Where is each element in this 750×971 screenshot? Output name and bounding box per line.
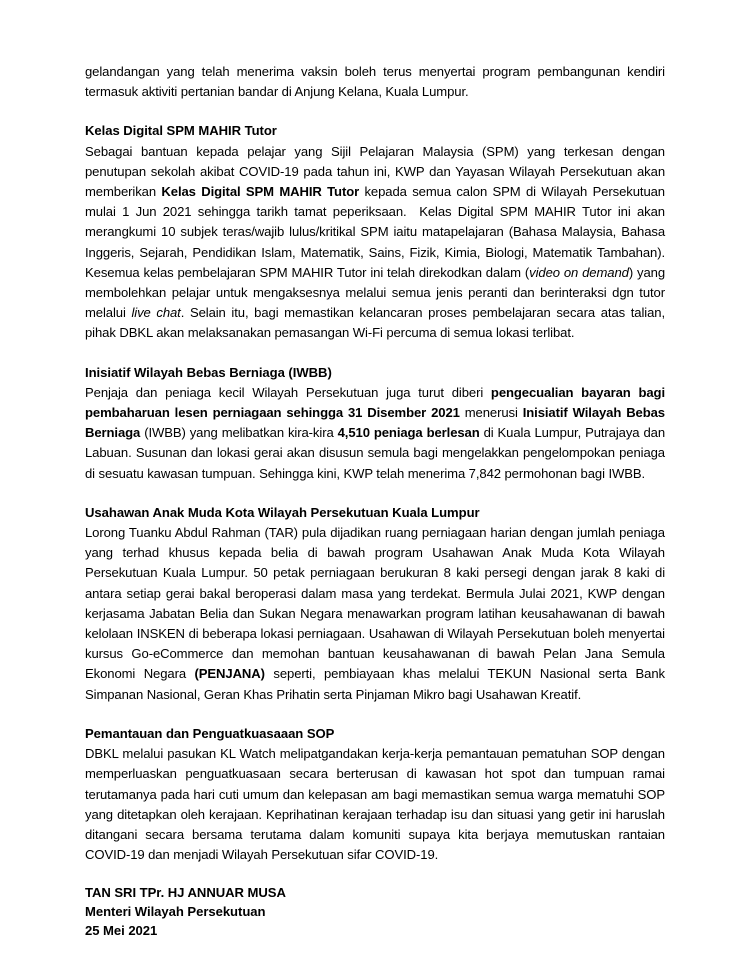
signature-date: 25 Mei 2021 <box>85 922 158 938</box>
heading-pemantauan-sop: Pemantauan dan Penguatkuasaaan SOP <box>85 725 335 741</box>
section-spacer <box>85 102 665 121</box>
heading-usahawan-anak-muda: Usahawan Anak Muda Kota Wilayah Persekutuan Kuala Lumpur <box>85 504 480 520</box>
heading-kelas-digital: Kelas Digital SPM MAHIR Tutor <box>85 123 277 139</box>
section-spacer <box>85 344 665 363</box>
paragraph-usahawan-anak-muda: Lorong Tuanku Abdul Rahman (TAR) pula dijadikan ruang perniagaan harian dengan jumlah peniaga yang terhad khusus kepada belia di bawah program Usahawan Anak Muda Kota Wilayah Persekutuan Kuala Lumpur. 50 petak perniagaan berukuran 8 kaki persegi dengan jarak 8 kaki di antara setiap gerai bakal beroperasi dalam masa yang terdekat. Bermula Julai 2021, KWP dengan kerjasama Jabatan Belia dan Sukan Negara menawarkan program latihan keusahawanan di bawah kelolaan INSKEN di beberapa lokasi perniagaan. Usahawan di Wilayah Persekutuan boleh menyertai kursus Go-eCommerce dan memohan bantuan keusahawanan di bawah Pelan Jana Semula Ekonomi Negara (PENJANA) seperti, pembiayaan khas melalui TEKUN Nasional serta Bank Simpanan Nasional, Geran Khas Prihatin serta Pinjaman Mikro bagi Usahawan Kreatif. <box>85 525 665 702</box>
paragraph-kelas-digital: Sebagai bantuan kepada pelajar yang Sijil Pelajaran Malaysia (SPM) yang terkesan dengan penutupan sekolah akibat COVID-19 pada tahun ini, KWP dan Yayasan Wilayah Persekutuan akan memberikan Kelas Digital SPM MAHIR Tutor kepada semua calon SPM di Wilayah Persekutuan mulai 1 Jun 2021 sehingga tarikh tamat peperiksaan. Kelas Digital SPM MAHIR Tutor ini akan merangkumi 10 subjek teras/wajib lulus/kritikal SPM iaitu matapelajaran (Bahasa Malaysia, Bahasa Inggeris, Sejarah, Pendidikan Islam, Matematik, Sains, Fizik, Kimia, Biologi, Matematik Tambahan). Kesemua kelas pembelajaran SPM MAHIR Tutor ini telah direkodkan dalam (video on demand) yang membolehkan pelajar untuk mengaksesnya melalui semua jenis peranti dan berinteraksi dgn tutor melalui live chat. Selain itu, bagi memastikan kelancaran proses pembelajaran secara atas talian, pihak DBKL akan melaksanakan pemasangan Wi-Fi percuma di semua lokasi terlibat. <box>85 143 666 341</box>
heading-iwbb: Inisiatif Wilayah Bebas Berniaga (IWBB) <box>85 364 332 380</box>
signature-block <box>85 884 665 940</box>
section-spacer <box>85 705 665 724</box>
signature-title: Menteri Wilayah Persekutuan <box>85 903 266 919</box>
section-spacer <box>85 865 665 884</box>
paragraph-intro-continuation: gelandangan yang telah menerima vaksin boleh terus menyertai program pembangunan kendiri termasuk aktiviti pertanian bandar di Anjung Kelana, Kuala Lumpur. <box>85 64 665 100</box>
section-spacer <box>85 484 665 503</box>
document-body <box>85 62 665 940</box>
signature-name: TAN SRI TPr. HJ ANNUAR MUSA <box>85 885 286 901</box>
paragraph-pemantauan-sop: DBKL melalui pasukan KL Watch melipatgandakan kerja-kerja pemantauan pematuhan SOP dengan memperluaskan penguatkuasaan secara berterusan di kawasan hot spot dan tumpuan ramai terutamanya pada hari cuti umum dan kelepasan am bagi memastikan semua warga mematuhi SOP yang ditetapkan oleh kerajaan. Keprihatinan kerajaan terhadap isu dan situasi yang getir ini haruslah ditangani secara bersama terutama dalam komuniti supaya kita berjaya memutuskan rantaian COVID-19 dan menjadi Wilayah Persekutuan sifar COVID-19. <box>85 746 665 863</box>
paragraph-iwbb: Penjaja dan peniaga kecil Wilayah Persekutuan juga turut diberi pengecualian bayaran bagi pembaharuan lesen perniagaan sehingga 31 Disember 2021 menerusi Inisiatif Wilayah Bebas Berniaga (IWBB) yang melibatkan kira-kira 4,510 peniaga berlesan di Kuala Lumpur, Putrajaya dan Labuan. Susunan dan lokasi gerai akan disusun semula bagi mengelakkan pengelompokan peniaga di sesuatu kawasan tumpuan. Sehingga kini, KWP telah menerima 7,842 permohonan bagi IWBB. <box>85 384 665 481</box>
